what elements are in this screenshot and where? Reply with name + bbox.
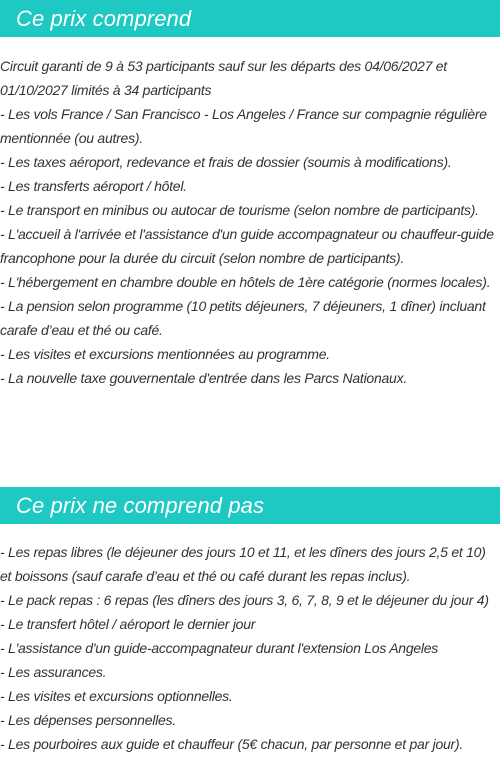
excludes-line: - L'assistance d'un guide-accompagnateur durant l'extension Los Angeles xyxy=(0,640,439,656)
excludes-line: - Le transfert hôtel / aéroport le dernier jour xyxy=(0,616,256,632)
includes-line: - Les vols France / San Francisco - Los Angeles / France sur compagnie régulière mentionnée (ou autres). xyxy=(0,106,487,146)
includes-line: - L'hébergement en chambre double en hôtels de 1ère catégorie (normes locales). xyxy=(0,274,491,290)
includes-line: - Les taxes aéroport, redevance et frais de dossier (soumis à modifications). xyxy=(0,154,452,170)
includes-line: - La nouvelle taxe gouvernentale d'entrée dans les Parcs Nationaux. xyxy=(0,370,407,386)
includes-line: - L'accueil à l'arrivée et l'assistance d'un guide accompagnateur ou chauffeur-guide francophone pour la durée du circuit (selon nombre de participants). xyxy=(0,226,494,266)
excludes-line: - Les dépenses personnelles. xyxy=(0,712,176,728)
includes-list xyxy=(0,54,500,390)
includes-line: - La pension selon programme (10 petits déjeuners, 7 déjeuners, 1 dîner) incluant carafe d’eau et thé ou café. xyxy=(0,298,486,338)
includes-line: - Les visites et excursions mentionnées au programme. xyxy=(0,346,330,362)
includes-heading: Ce prix comprend xyxy=(0,0,500,37)
excludes-line: - Le pack repas : 6 repas (les dîners des jours 3, 6, 7, 8, 9 et le déjeuner du jour 4) xyxy=(0,592,489,608)
excludes-line: - Les visites et excursions optionnelles. xyxy=(0,688,233,704)
includes-line: - Le transport en minibus ou autocar de tourisme (selon nombre de participants). xyxy=(0,202,479,218)
excludes-line: - Les assurances. xyxy=(0,664,107,680)
excludes-line: - Les repas libres (le déjeuner des jours 10 et 11, et les dîners des jours 2,5 et 10) et boissons (sauf carafe d’eau et thé ou café durant les repas inclus). xyxy=(0,544,486,584)
includes-line: Circuit garanti de 9 à 53 participants sauf sur les départs des 04/06/2027 et 01/10/2027 limités à 34 participants xyxy=(0,58,447,98)
excludes-line: - Les pourboires aux guide et chauffeur (5€ chacun, par personne et par jour). xyxy=(0,736,464,752)
excludes-heading: Ce prix ne comprend pas xyxy=(0,487,500,524)
excludes-list xyxy=(0,540,500,756)
includes-line: - Les transferts aéroport / hôtel. xyxy=(0,178,187,194)
